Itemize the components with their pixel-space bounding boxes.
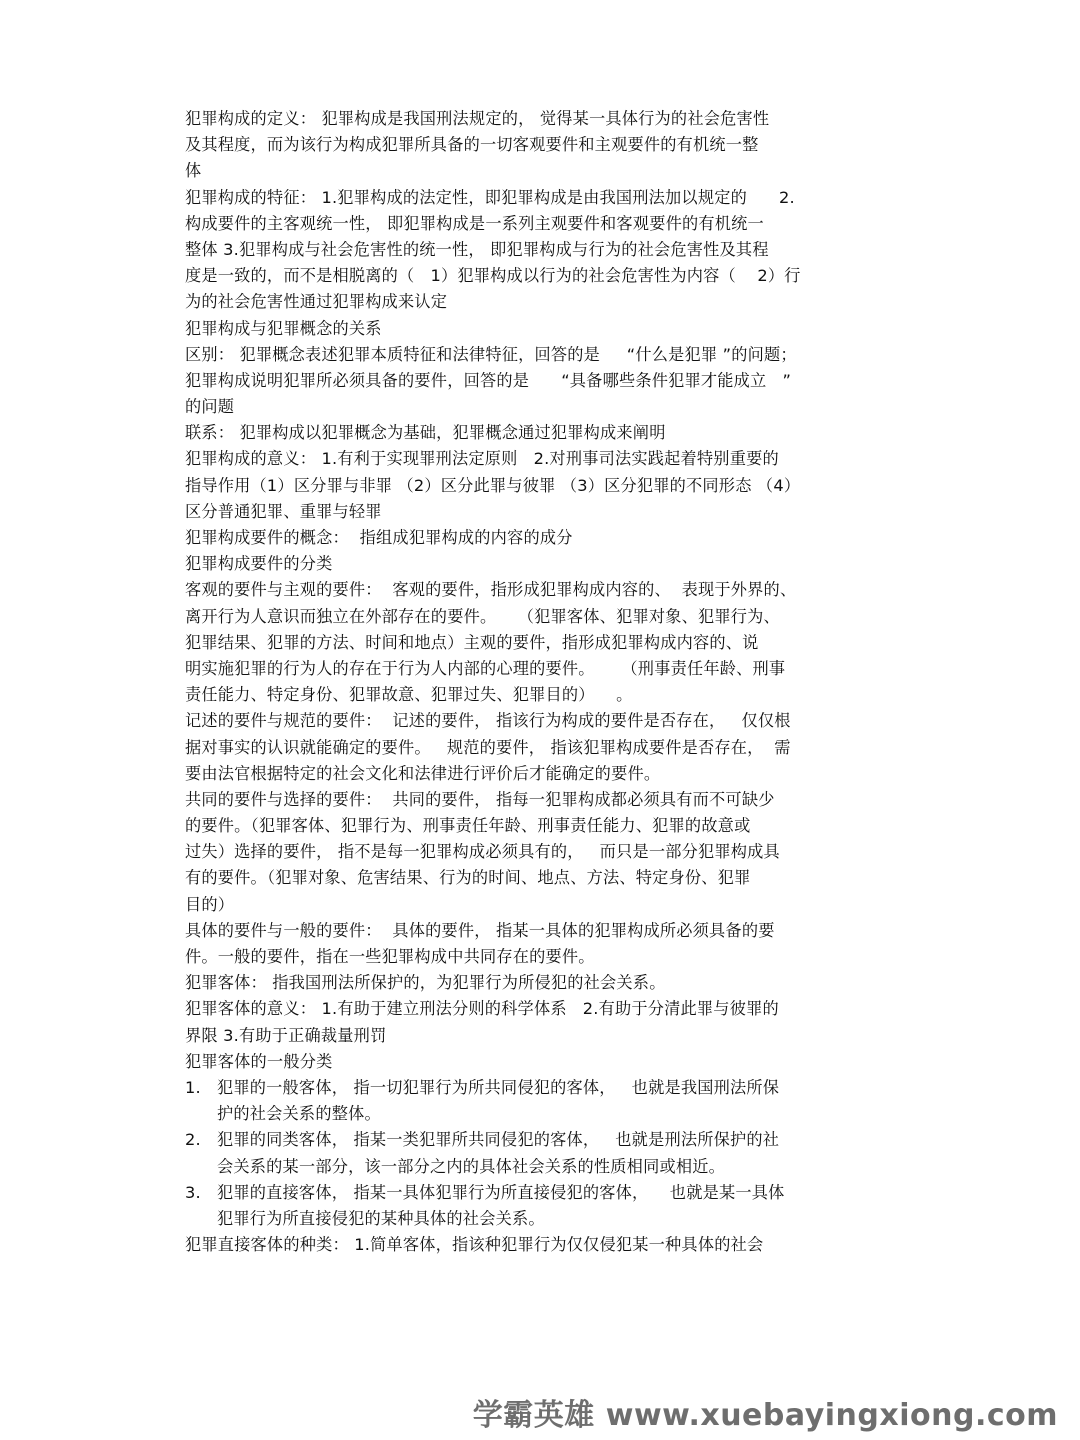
- text-line: 据对事实的认识就能确定的要件。 规范的要件， 指该犯罪构成要件是否存在， 需: [185, 737, 791, 757]
- text-line: 要由法官根据特定的社会文化和法律进行评价后才能确定的要件。: [185, 763, 661, 783]
- text-line: 度是一致的，而不是相脱离的（ 1）犯罪构成以行为的社会危害性为内容（ 2）行: [185, 266, 801, 286]
- text-line: 构成要件的主客观统一性， 即犯罪构成是一系列主观要件和客观要件的有机统一: [185, 213, 764, 233]
- list-item: [185, 1127, 905, 1179]
- heading-relation: [185, 316, 905, 342]
- text-line: 及其程度，而为该行为构成犯罪所具备的一切客观要件和主观要件的有机统一整: [185, 135, 759, 155]
- text-line: 区别： 犯罪概念表述犯罪本质特征和法律特征，回答的是 “什么是犯罪 ”的问题；: [185, 344, 797, 364]
- text-line: 护的社会关系的整体。: [217, 1104, 381, 1124]
- list-number: 3.: [185, 1182, 201, 1202]
- text-line: 犯罪构成要件的概念： 指组成犯罪构成的内容的成分: [185, 528, 573, 547]
- text-line: 整体 3.犯罪构成与社会危害性的统一性， 即犯罪构成与行为的社会危害性及其程: [185, 239, 769, 259]
- text-line: 目的）: [185, 894, 235, 914]
- text-line: 犯罪的直接客体， 指某一具体犯罪行为所直接侵犯的客体， 也就是某一具体: [217, 1182, 785, 1202]
- paragraph-features: [185, 185, 905, 316]
- paragraph-common-optional: [185, 787, 905, 918]
- paragraph-direct-object-types: [185, 1232, 905, 1258]
- paragraph-specific-general: [185, 918, 905, 970]
- text-line: 犯罪的一般客体， 指一切犯罪行为所共同侵犯的客体， 也就是我国刑法所保: [217, 1077, 780, 1097]
- text-line: 离开行为人意识而独立在外部存在的要件。 （犯罪客体、犯罪对象、犯罪行为、: [185, 606, 780, 626]
- paragraph-objective-subjective: [185, 577, 905, 708]
- text-line: 体: [185, 161, 202, 181]
- list-number: 1.: [185, 1077, 201, 1097]
- text-line: 犯罪构成说明犯罪所必须具备的要件，回答的是 “具备哪些条件犯罪才能成立 ”: [185, 370, 792, 390]
- text-line: 记述的要件与规范的要件： 记述的要件， 指该行为构成的要件是否存在， 仅仅根: [185, 711, 791, 731]
- text-line: 犯罪构成的意义： 1.有利于实现罪刑法定原则 2.对刑事司法实践起着特别重要的: [185, 449, 779, 469]
- paragraph-object-significance: [185, 996, 905, 1048]
- list-item-body: [217, 1075, 779, 1127]
- list-number: 2.: [185, 1130, 201, 1150]
- heading-element-classification: [185, 551, 905, 577]
- paragraph-definition: [185, 106, 905, 185]
- text-line: 区分普通犯罪、重罪与轻罪: [185, 501, 382, 521]
- text-line: 犯罪的同类客体， 指某一类犯罪所共同侵犯的客体， 也就是刑法所保护的社: [217, 1130, 780, 1150]
- text-line: 犯罪构成的特征： 1.犯罪构成的法定性，即犯罪构成是由我国刑法加以规定的 2.: [185, 187, 795, 207]
- text-line: 犯罪构成要件的分类: [185, 554, 333, 574]
- text-line: 的问题: [185, 397, 235, 417]
- text-line: 犯罪直接客体的种类： 1.简单客体，指该种犯罪行为仅仅侵犯某一种具体的社会: [185, 1235, 764, 1255]
- text-line: 客观的要件与主观的要件： 客观的要件，指形成犯罪构成内容的、 表现于外界的、: [185, 580, 797, 600]
- paragraph-object: [185, 970, 905, 996]
- text-line: 过失）选择的要件， 指不是每一犯罪构成必须具有的， 而只是一部分犯罪构成具: [185, 842, 780, 862]
- list-item: [185, 1180, 905, 1232]
- heading-object-classification: [185, 1049, 905, 1075]
- text-line: 为的社会危害性通过犯罪构成来认定: [185, 292, 448, 312]
- text-line: 具体的要件与一般的要件： 具体的要件， 指某一具体的犯罪构成所必须具备的要: [185, 920, 775, 940]
- numbered-list: [185, 1075, 905, 1232]
- text-line: 指导作用（1）区分罪与非罪 （2）区分此罪与彼罪 （3）区分犯罪的不同形态 （4）: [185, 475, 801, 495]
- text-line: 犯罪客体： 指我国刑法所保护的，为犯罪行为所侵犯的社会关系。: [185, 973, 666, 993]
- text-line: 犯罪构成与犯罪概念的关系: [185, 318, 382, 338]
- text-line: 犯罪客体的一般分类: [185, 1051, 333, 1071]
- text-line: 有的要件。（犯罪对象、危害结果、行为的时间、地点、方法、特定身份、犯罪: [185, 868, 751, 888]
- text-line: 联系： 犯罪构成以犯罪概念为基础，犯罪概念通过犯罪构成来阐明: [185, 423, 666, 443]
- watermark: 学霸英雄 www.xuebayingxiong.com: [472, 1398, 1058, 1433]
- text-line: 犯罪结果、犯罪的方法、时间和地点）主观的要件，指形成犯罪构成内容的、说: [185, 632, 759, 652]
- paragraph-connection: [185, 420, 905, 446]
- paragraph-descriptive-normative: [185, 708, 905, 787]
- document-body: [185, 106, 905, 1258]
- list-item-body: [217, 1127, 779, 1179]
- list-item-body: [217, 1180, 785, 1232]
- text-line: 界限 3.有助于正确裁量刑罚: [185, 1025, 387, 1045]
- text-line: 犯罪构成的定义： 犯罪构成是我国刑法规定的， 觉得某一具体行为的社会危害性: [185, 109, 770, 128]
- paragraph-difference: [185, 342, 905, 421]
- text-line: 犯罪行为所直接侵犯的某种具体的社会关系。: [217, 1208, 545, 1228]
- text-line: 明实施犯罪的行为人的存在于行为人内部的心理的要件。 （刑事责任年龄、刑事: [185, 658, 786, 678]
- text-line: 责任能力、特定身份、犯罪故意、犯罪过失、犯罪目的） 。: [185, 685, 633, 705]
- list-item: [185, 1075, 905, 1127]
- text-line: 会关系的某一部分，该一部分之内的具体社会关系的性质相同或相近。: [217, 1156, 726, 1176]
- paragraph-element-concept: [185, 525, 905, 551]
- text-line: 的要件。（犯罪客体、犯罪行为、刑事责任年龄、刑事责任能力、犯罪的故意或: [185, 816, 751, 836]
- text-line: 共同的要件与选择的要件： 共同的要件， 指每一犯罪构成都必须具有而不可缺少: [185, 789, 775, 809]
- paragraph-significance: [185, 446, 905, 525]
- text-line: 件。一般的要件，指在一些犯罪构成中共同存在的要件。: [185, 947, 595, 966]
- text-line: 犯罪客体的意义： 1.有助于建立刑法分则的科学体系 2.有助于分清此罪与彼罪的: [185, 999, 779, 1019]
